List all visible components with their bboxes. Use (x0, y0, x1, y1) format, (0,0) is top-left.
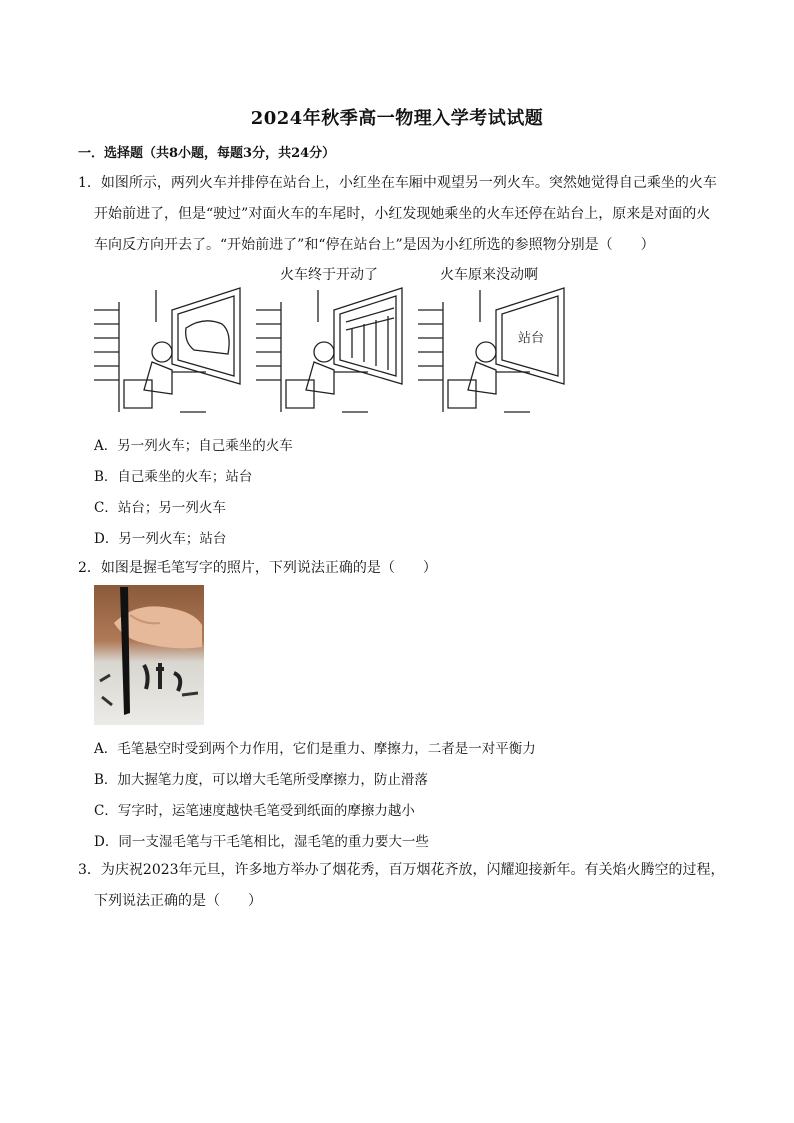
question-1-line-3: 车向反方向开去了。“开始前进了”和“停在站台上”是因为小红所选的参照物分别是（ ） (94, 237, 655, 253)
question-1-option-d: D．另一列火车；站台 (94, 531, 227, 547)
question-2-line-1: 2．如图是握毛笔写字的照片，下列说法正确的是（ ） (78, 560, 437, 576)
question-3-line-1: 3．为庆祝2023年元旦，许多地方举办了烟花秀，百万烟花齐放，闪耀迎接新年。有关焰火腾空的过程， (78, 862, 725, 878)
panel-2 (256, 288, 402, 412)
platform-label: 站台 (518, 330, 545, 345)
question-1 (78, 168, 728, 261)
panel-3 (418, 288, 564, 412)
question-2-option-b: B．加大握笔力度，可以增大毛笔所受摩擦力，防止滑落 (94, 772, 428, 788)
question-1-line-2: 开始前进了，但是“驶过”对面火车的车尾时，小红发现她乘坐的火车还停在站台上，原来是对面的火 (94, 206, 711, 222)
question-2-option-a: A．毛笔悬空时受到两个力作用，它们是重力、摩擦力，二者是一对平衡力 (94, 741, 536, 757)
question-2 (78, 553, 728, 584)
brush-writing-photo (94, 585, 204, 725)
question-1-option-a: A．另一列火车；自己乘坐的火车 (94, 438, 293, 454)
question-1-line-1: 1．如图所示，两列火车并排停在站台上，小红坐在车厢中观望另一列火车。突然她觉得自己乘坐的火车 (78, 175, 717, 191)
question-2-option-d: D．同一支湿毛笔与干毛笔相比，湿毛笔的重力要大一些 (94, 834, 429, 850)
figure-caption-moving: 火车终于开动了 (280, 267, 378, 283)
figure-caption-not-moving: 火车原来没动啊 (440, 267, 538, 283)
panel-1 (94, 288, 240, 412)
train-window-illustration (94, 262, 574, 422)
section-heading: 一．选择题（共8小题，每题3分，共24分） (78, 146, 336, 161)
question-1-option-b: B．自己乘坐的火车；站台 (94, 469, 253, 485)
page-title: 2024年秋季高一物理入学考试试题 (250, 108, 544, 129)
question-2-option-c: C．写字时，运笔速度越快毛笔受到纸面的摩擦力越小 (94, 803, 415, 819)
question-3 (78, 855, 728, 917)
question-3-line-2: 下列说法正确的是（ ） (94, 893, 262, 909)
question-1-option-c: C．站台；另一列火车 (94, 500, 226, 516)
